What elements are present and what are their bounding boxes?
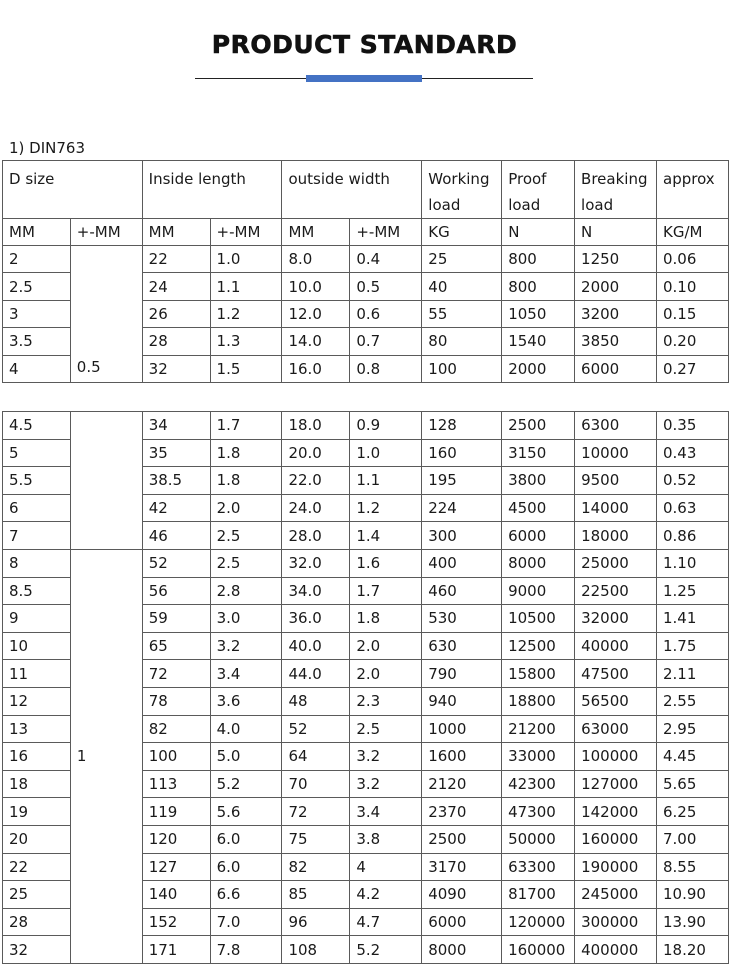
table-cell: 33000 <box>502 743 575 771</box>
table-cell: 100 <box>422 355 502 382</box>
table-cell: 56 <box>142 577 210 605</box>
table-cell: 1.3 <box>210 328 282 355</box>
table-cell: 142000 <box>575 798 657 826</box>
table-cell: 8.5 <box>3 577 71 605</box>
table-cell: 8000 <box>422 936 502 964</box>
table-cell: 0.5 <box>350 273 422 300</box>
table-cell: 24 <box>142 273 210 300</box>
table-cell: 2.5 <box>210 549 282 577</box>
table-cell: 1.1 <box>350 467 422 495</box>
table-cell: 5.65 <box>657 770 729 798</box>
unit-cell: N <box>575 219 657 246</box>
table-cell: 32 <box>3 936 71 964</box>
table-cell: 40000 <box>575 632 657 660</box>
table-cell: 113 <box>142 770 210 798</box>
table-row <box>3 549 729 577</box>
table-cell: 24.0 <box>282 494 350 522</box>
table-cell: 2 <box>3 246 71 273</box>
table-cell: 5.5 <box>3 467 71 495</box>
table-cell: 3.4 <box>210 660 282 688</box>
table-cell: 10000 <box>575 439 657 467</box>
table-cell: 36.0 <box>282 605 350 633</box>
tolerance-cell: 0.5 <box>70 246 142 383</box>
table-cell: 195 <box>422 467 502 495</box>
table-cell: 6 <box>3 494 71 522</box>
table-cell: 0.27 <box>657 355 729 382</box>
table-cell: 1.0 <box>350 439 422 467</box>
tolerance-cell <box>70 412 142 550</box>
table-cell: 800 <box>502 273 575 300</box>
table-cell: 800 <box>502 246 575 273</box>
table-cell: 18 <box>3 770 71 798</box>
table-cell: 940 <box>422 687 502 715</box>
table-cell: 1.8 <box>210 439 282 467</box>
table-cell: 28 <box>3 908 71 936</box>
table-cell: 2000 <box>575 273 657 300</box>
table-cell: 0.20 <box>657 328 729 355</box>
table-cell: 127 <box>142 853 210 881</box>
spec-table-top <box>2 160 729 383</box>
table-cell: 300 <box>422 522 502 550</box>
table-cell: 6000 <box>422 908 502 936</box>
table-cell: 4 <box>350 853 422 881</box>
table-cell: 1600 <box>422 743 502 771</box>
header-working-load: Working load <box>422 161 502 219</box>
table-cell: 47500 <box>575 660 657 688</box>
table-cell: 81700 <box>502 881 575 909</box>
table-cell: 1.7 <box>350 577 422 605</box>
table-cell: 42 <box>142 494 210 522</box>
table-cell: 14.0 <box>282 328 350 355</box>
table-cell: 5.0 <box>210 743 282 771</box>
table-cell: 55 <box>422 300 502 327</box>
table-cell: 5 <box>3 439 71 467</box>
table-cell: 4.2 <box>350 881 422 909</box>
table-cell: 1250 <box>575 246 657 273</box>
table-cell: 8.0 <box>282 246 350 273</box>
table-cell: 63000 <box>575 715 657 743</box>
table-cell: 5.2 <box>210 770 282 798</box>
table-cell: 160000 <box>502 936 575 964</box>
table-cell: 32.0 <box>282 549 350 577</box>
table-cell: 12.0 <box>282 300 350 327</box>
unit-cell: KG <box>422 219 502 246</box>
unit-cell: KG/M <box>657 219 729 246</box>
table-cell: 34.0 <box>282 577 350 605</box>
table-cell: 1.0 <box>210 246 282 273</box>
table-cell: 63300 <box>502 853 575 881</box>
table-cell: 13.90 <box>657 908 729 936</box>
table-cell: 32 <box>142 355 210 382</box>
unit-cell: MM <box>142 219 210 246</box>
table-cell: 3.2 <box>350 743 422 771</box>
table-cell: 72 <box>282 798 350 826</box>
table-cell: 127000 <box>575 770 657 798</box>
table-cell: 2.11 <box>657 660 729 688</box>
table-cell: 224 <box>422 494 502 522</box>
table-cell: 18.20 <box>657 936 729 964</box>
table-cell: 140 <box>142 881 210 909</box>
rows-group-3 <box>3 549 729 963</box>
units-row <box>3 219 729 246</box>
table-cell: 6.6 <box>210 881 282 909</box>
table-cell: 530 <box>422 605 502 633</box>
table-cell: 26 <box>142 300 210 327</box>
table-cell: 25 <box>422 246 502 273</box>
header-breaking-load: Breaking load <box>575 161 657 219</box>
table-cell: 7 <box>3 522 71 550</box>
table-cell: 160 <box>422 439 502 467</box>
table-cell: 34 <box>142 412 210 440</box>
table-cell: 6300 <box>575 412 657 440</box>
unit-cell: +-MM <box>350 219 422 246</box>
table-cell: 3.4 <box>350 798 422 826</box>
table-cell: 5.6 <box>210 798 282 826</box>
table-cell: 0.9 <box>350 412 422 440</box>
tolerance-cell: 1 <box>70 549 142 963</box>
table-cell: 20 <box>3 825 71 853</box>
table-cell: 7.0 <box>210 908 282 936</box>
table-cell: 16.0 <box>282 355 350 382</box>
table-cell: 13 <box>3 715 71 743</box>
table-cell: 2.0 <box>210 494 282 522</box>
table-cell: 2.5 <box>3 273 71 300</box>
table-cell: 14000 <box>575 494 657 522</box>
table-cell: 3 <box>3 300 71 327</box>
table-cell: 171 <box>142 936 210 964</box>
table-cell: 2.95 <box>657 715 729 743</box>
table-cell: 42300 <box>502 770 575 798</box>
table-cell: 56500 <box>575 687 657 715</box>
table-cell: 1.8 <box>210 467 282 495</box>
table-cell: 3.6 <box>210 687 282 715</box>
table-cell: 6000 <box>575 355 657 382</box>
table-cell: 4.7 <box>350 908 422 936</box>
table-cell: 3.8 <box>350 825 422 853</box>
table-cell: 108 <box>282 936 350 964</box>
table-cell: 460 <box>422 577 502 605</box>
table-cell: 2500 <box>502 412 575 440</box>
table-cell: 0.8 <box>350 355 422 382</box>
table-cell: 21200 <box>502 715 575 743</box>
table-cell: 2.55 <box>657 687 729 715</box>
table-cell: 3.5 <box>3 328 71 355</box>
table-cell: 46 <box>142 522 210 550</box>
rows-group-2 <box>3 412 729 550</box>
unit-cell: MM <box>282 219 350 246</box>
table-cell: 1.5 <box>210 355 282 382</box>
table-cell: 190000 <box>575 853 657 881</box>
header-approx: approx <box>657 161 729 219</box>
table-cell: 0.4 <box>350 246 422 273</box>
table-cell: 8 <box>3 549 71 577</box>
table-cell: 8.55 <box>657 853 729 881</box>
table-row <box>3 246 729 273</box>
table-cell: 128 <box>422 412 502 440</box>
table-cell: 400 <box>422 549 502 577</box>
table-cell: 3.2 <box>350 770 422 798</box>
table-cell: 18.0 <box>282 412 350 440</box>
table-cell: 4090 <box>422 881 502 909</box>
table-cell: 1.10 <box>657 549 729 577</box>
spec-table-bottom <box>2 411 729 964</box>
table-cell: 20.0 <box>282 439 350 467</box>
table-cell: 630 <box>422 632 502 660</box>
table-cell: 1050 <box>502 300 575 327</box>
table-cell: 0.15 <box>657 300 729 327</box>
table-cell: 82 <box>142 715 210 743</box>
table-cell: 9000 <box>502 577 575 605</box>
table-cell: 1.2 <box>350 494 422 522</box>
table-cell: 120 <box>142 825 210 853</box>
title-accent-bar <box>306 75 422 82</box>
table-cell: 2120 <box>422 770 502 798</box>
table-cell: 1.8 <box>350 605 422 633</box>
table-cell: 32000 <box>575 605 657 633</box>
table-cell: 0.86 <box>657 522 729 550</box>
table-cell: 75 <box>282 825 350 853</box>
table-cell: 1.6 <box>350 549 422 577</box>
table-cell: 1.75 <box>657 632 729 660</box>
table-cell: 0.63 <box>657 494 729 522</box>
header-d-size: D size <box>3 161 143 219</box>
table-cell: 80 <box>422 328 502 355</box>
table-cell: 70 <box>282 770 350 798</box>
table-cell: 2500 <box>422 825 502 853</box>
table-cell: 52 <box>142 549 210 577</box>
table-cell: 18800 <box>502 687 575 715</box>
table-cell: 119 <box>142 798 210 826</box>
table-cell: 16 <box>3 743 71 771</box>
table-cell: 4500 <box>502 494 575 522</box>
table-cell: 47300 <box>502 798 575 826</box>
table-cell: 2370 <box>422 798 502 826</box>
table-cell: 0.43 <box>657 439 729 467</box>
table-cell: 100 <box>142 743 210 771</box>
header-outside-width: outside width <box>282 161 422 219</box>
table-cell: 40 <box>422 273 502 300</box>
table-caption: 1) DIN763 <box>9 139 85 157</box>
table-cell: 10.0 <box>282 273 350 300</box>
table-cell: 2.0 <box>350 632 422 660</box>
table-cell: 40.0 <box>282 632 350 660</box>
unit-cell: +-MM <box>70 219 142 246</box>
table-cell: 11 <box>3 660 71 688</box>
table-cell: 1000 <box>422 715 502 743</box>
table-cell: 65 <box>142 632 210 660</box>
table-cell: 6.0 <box>210 853 282 881</box>
table-cell: 64 <box>282 743 350 771</box>
table-cell: 9 <box>3 605 71 633</box>
table-cell: 120000 <box>502 908 575 936</box>
table-cell: 96 <box>282 908 350 936</box>
table-cell: 72 <box>142 660 210 688</box>
table-cell: 6.25 <box>657 798 729 826</box>
rows-group-1 <box>3 246 729 383</box>
table-cell: 50000 <box>502 825 575 853</box>
header-proof-load: Proof load <box>502 161 575 219</box>
table-cell: 1.1 <box>210 273 282 300</box>
table-cell: 1.25 <box>657 577 729 605</box>
table-cell: 78 <box>142 687 210 715</box>
table-cell: 1.41 <box>657 605 729 633</box>
table-cell: 7.8 <box>210 936 282 964</box>
table-cell: 790 <box>422 660 502 688</box>
table-cell: 2.3 <box>350 687 422 715</box>
table-cell: 400000 <box>575 936 657 964</box>
table-cell: 12500 <box>502 632 575 660</box>
table-cell: 59 <box>142 605 210 633</box>
table-cell: 3150 <box>502 439 575 467</box>
table-cell: 3200 <box>575 300 657 327</box>
table-cell: 2.5 <box>350 715 422 743</box>
table-cell: 2000 <box>502 355 575 382</box>
table-cell: 1.4 <box>350 522 422 550</box>
table-cell: 3800 <box>502 467 575 495</box>
table-cell: 85 <box>282 881 350 909</box>
table-cell: 5.2 <box>350 936 422 964</box>
table-cell: 10500 <box>502 605 575 633</box>
table-cell: 9500 <box>575 467 657 495</box>
table-cell: 4.45 <box>657 743 729 771</box>
header-inside-length: Inside length <box>142 161 282 219</box>
unit-cell: +-MM <box>210 219 282 246</box>
table-cell: 1540 <box>502 328 575 355</box>
table-cell: 152 <box>142 908 210 936</box>
unit-cell: MM <box>3 219 71 246</box>
table-cell: 35 <box>142 439 210 467</box>
header-row <box>3 161 729 219</box>
table-cell: 8000 <box>502 549 575 577</box>
table-cell: 3170 <box>422 853 502 881</box>
table-cell: 10 <box>3 632 71 660</box>
table-cell: 28.0 <box>282 522 350 550</box>
table-cell: 25 <box>3 881 71 909</box>
table-cell: 3.2 <box>210 632 282 660</box>
table-cell: 0.6 <box>350 300 422 327</box>
table-cell: 15800 <box>502 660 575 688</box>
table-cell: 4.0 <box>210 715 282 743</box>
table-cell: 18000 <box>575 522 657 550</box>
table-cell: 3850 <box>575 328 657 355</box>
table-cell: 4.5 <box>3 412 71 440</box>
unit-cell: N <box>502 219 575 246</box>
table-cell: 6.0 <box>210 825 282 853</box>
table-cell: 100000 <box>575 743 657 771</box>
table-cell: 44.0 <box>282 660 350 688</box>
table-cell: 4 <box>3 355 71 382</box>
table-cell: 0.06 <box>657 246 729 273</box>
page-title: PRODUCT STANDARD <box>211 30 518 59</box>
table-cell: 48 <box>282 687 350 715</box>
table-cell: 245000 <box>575 881 657 909</box>
table-cell: 12 <box>3 687 71 715</box>
table-cell: 2.0 <box>350 660 422 688</box>
table-cell: 2.8 <box>210 577 282 605</box>
table-cell: 7.00 <box>657 825 729 853</box>
table-cell: 300000 <box>575 908 657 936</box>
table-cell: 3.0 <box>210 605 282 633</box>
table-cell: 1.7 <box>210 412 282 440</box>
table-cell: 19 <box>3 798 71 826</box>
table-cell: 25000 <box>575 549 657 577</box>
table-cell: 160000 <box>575 825 657 853</box>
table-cell: 10.90 <box>657 881 729 909</box>
table-cell: 0.52 <box>657 467 729 495</box>
table-cell: 6000 <box>502 522 575 550</box>
table-cell: 82 <box>282 853 350 881</box>
table-cell: 1.2 <box>210 300 282 327</box>
table-cell: 2.5 <box>210 522 282 550</box>
table-cell: 52 <box>282 715 350 743</box>
table-cell: 38.5 <box>142 467 210 495</box>
table-cell: 0.10 <box>657 273 729 300</box>
table-row <box>3 412 729 440</box>
table-cell: 28 <box>142 328 210 355</box>
table-cell: 22500 <box>575 577 657 605</box>
table-cell: 0.35 <box>657 412 729 440</box>
table-cell: 0.7 <box>350 328 422 355</box>
table-cell: 22.0 <box>282 467 350 495</box>
table-cell: 22 <box>3 853 71 881</box>
table-cell: 22 <box>142 246 210 273</box>
